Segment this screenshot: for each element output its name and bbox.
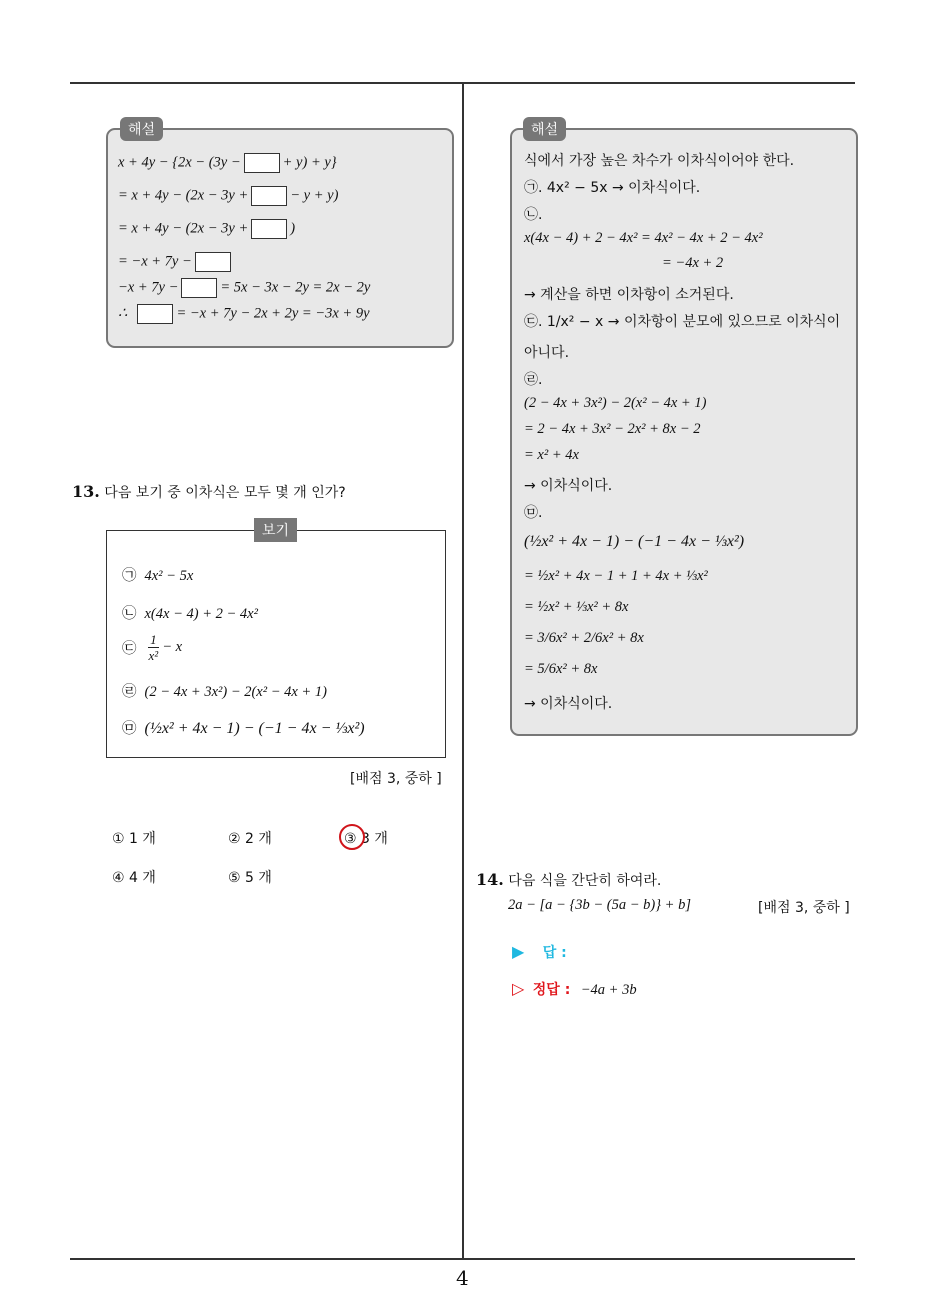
choice-4[interactable] [112,867,156,887]
page-number: 4 [456,1266,469,1290]
q12-line-5 [118,278,370,298]
q12-line-5-text-b: = 5x − 3x − 2y = 2x − 2y [220,279,371,296]
q12-line-4-text-a: = −x + 7y − [118,253,192,270]
bogi-item-4 [122,680,327,701]
bogi-item-4-expr: (2 − 4x + 3x²) − 2(x² − 4x + 1) [144,684,327,700]
play-arrow-icon: ▶ [512,942,525,961]
sol-line-20: → 이차식이다. [524,696,613,712]
bogi-item-5-expr: (½x² + 4x − 1) − (−1 − 4x − ⅓x²) [144,720,365,737]
fraction-denominator: x² [148,648,159,663]
blank-box [251,186,287,206]
sol-line-5: = −4x + 2 [662,255,724,271]
sol-line-14: ㉤. [524,505,543,521]
selected-answer-circle [339,824,365,850]
choice-5[interactable] [228,867,272,887]
bogi-item-2-expr: x(4x − 4) + 2 − 4x² [144,606,258,622]
choice-5-num: ⑤ [228,870,241,886]
bogi-tag: 보기 [254,518,297,542]
q12-line-2-text-b: − y + y) [290,187,339,204]
sol-line-2: ㉠. 4x² − 5x → 이차식이다. [524,180,701,196]
outline-arrow-icon: ▷ [512,979,525,998]
sol-line-7: ㉢. 1/x² − x → 이차항이 분모에 있으므로 이차식이 [524,314,841,330]
choice-5-text: 5 개 [245,870,272,886]
choice-1[interactable] [112,828,156,848]
q12-line-5-text-a: −x + 7y − [118,279,179,296]
sol-line-4: x(4x − 4) + 2 − 4x² = 4x² − 4x + 2 − 4x² [524,230,763,246]
q12-line-2 [118,186,338,206]
choice-1-text: 1 개 [129,831,156,847]
sol-line-19: = 5/6x² + 8x [524,661,598,677]
sol-line-17: = ½x² + ⅓x² + 8x [524,599,629,615]
q12-line-3-text-a: = x + 4y − (2x − 3y + [118,220,249,237]
correct-answer-row [512,979,637,999]
q13-number: 13. [72,482,100,501]
q13-question [72,482,346,502]
choice-3-num: ③ [344,831,357,847]
choice-3-text: 3 개 [361,831,388,847]
answer-label: 답 : [542,945,567,961]
q12-line-6-text-b: = −x + 7y − 2x + 2y = −3x + 9y [176,305,370,322]
choice-1-num: ① [112,831,125,847]
fraction [148,632,159,663]
blank-box [195,252,231,272]
choice-4-text: 4 개 [129,870,156,886]
sol-line-6: → 계산을 하면 이차항이 소거된다. [524,287,734,303]
therefore-symbol: ∴ [118,305,128,322]
q14-text: 다음 식을 간단히 하여라. [508,873,662,889]
bogi-item-3 [122,632,182,663]
q12-line-1 [118,153,337,173]
sol-line-13: → 이차식이다. [524,478,613,494]
q12-line-1-text-b: + y) + y} [282,154,337,171]
bogi-item-1-mark: ㉠ [122,568,137,584]
sol-line-9: ㉣. [524,372,543,388]
sol-line-1: 식에서 가장 높은 차수가 이차식이어야 한다. [524,153,795,169]
blank-box [244,153,280,173]
bogi-item-1-expr: 4x² − 5x [144,568,194,584]
q13-score: [배점 3, 중하 ] [350,771,442,787]
bogi-item-2 [122,602,258,623]
sol-line-8: 아니다. [524,345,570,361]
q12-line-3-text-b: ) [290,220,296,237]
column-divider [462,83,464,1259]
choice-2[interactable] [228,828,272,848]
sol-line-16: = ½x² + 4x − 1 + 1 + 4x + ⅓x² [524,568,708,584]
sol-line-12: = x² + 4x [524,447,579,463]
q12-line-4 [118,252,234,272]
sol-line-10: (2 − 4x + 3x²) − 2(x² − 4x + 1) [524,395,707,411]
blank-box [181,278,217,298]
sol-line-18: = 3/6x² + 2/6x² + 8x [524,630,644,646]
sol-line-11: = 2 − 4x + 3x² − 2x² + 8x − 2 [524,421,701,437]
blank-box [137,304,173,324]
bogi-item-1 [122,564,193,585]
q12-solution-tag: 해설 [120,117,163,141]
q13-solution-tag: 해설 [523,117,566,141]
q12-line-3 [118,219,295,239]
q12-line-6 [118,304,370,324]
choice-4-num: ④ [112,870,125,886]
q14-number: 14. [476,870,504,889]
choice-2-text: 2 개 [245,831,272,847]
bogi-item-4-mark: ㉣ [122,684,137,700]
q12-line-1-text-a: x + 4y − {2x − (3y − [118,154,241,171]
sol-line-15: (½x² + 4x − 1) − (−1 − 4x − ⅓x²) [524,533,745,550]
bogi-item-3-mark: ㉢ [122,641,137,657]
bogi-item-2-mark: ㉡ [122,606,137,622]
bogi-item-5-mark: ㉤ [122,721,137,737]
blank-box [251,219,287,239]
choice-2-num: ② [228,831,241,847]
correct-answer-label: 정답 : [532,982,571,998]
q14-score: [배점 3, 중하 ] [758,900,850,916]
bottom-rule [70,1258,855,1260]
sol-line-3: ㉡. [524,207,543,223]
bogi-item-3-rest: − x [162,639,183,655]
answer-row[interactable] [512,942,567,962]
bogi-item-5 [122,717,365,738]
q12-line-2-text-a: = x + 4y − (2x − 3y + [118,187,249,204]
q14-question [476,870,661,890]
q13-text: 다음 보기 중 이차식은 모두 몇 개 인가? [104,485,346,501]
correct-answer-value: −4a + 3b [580,982,637,998]
q14-expression: 2a − [a − {3b − (5a − b)} + b] [508,897,691,913]
fraction-numerator: 1 [150,632,157,647]
